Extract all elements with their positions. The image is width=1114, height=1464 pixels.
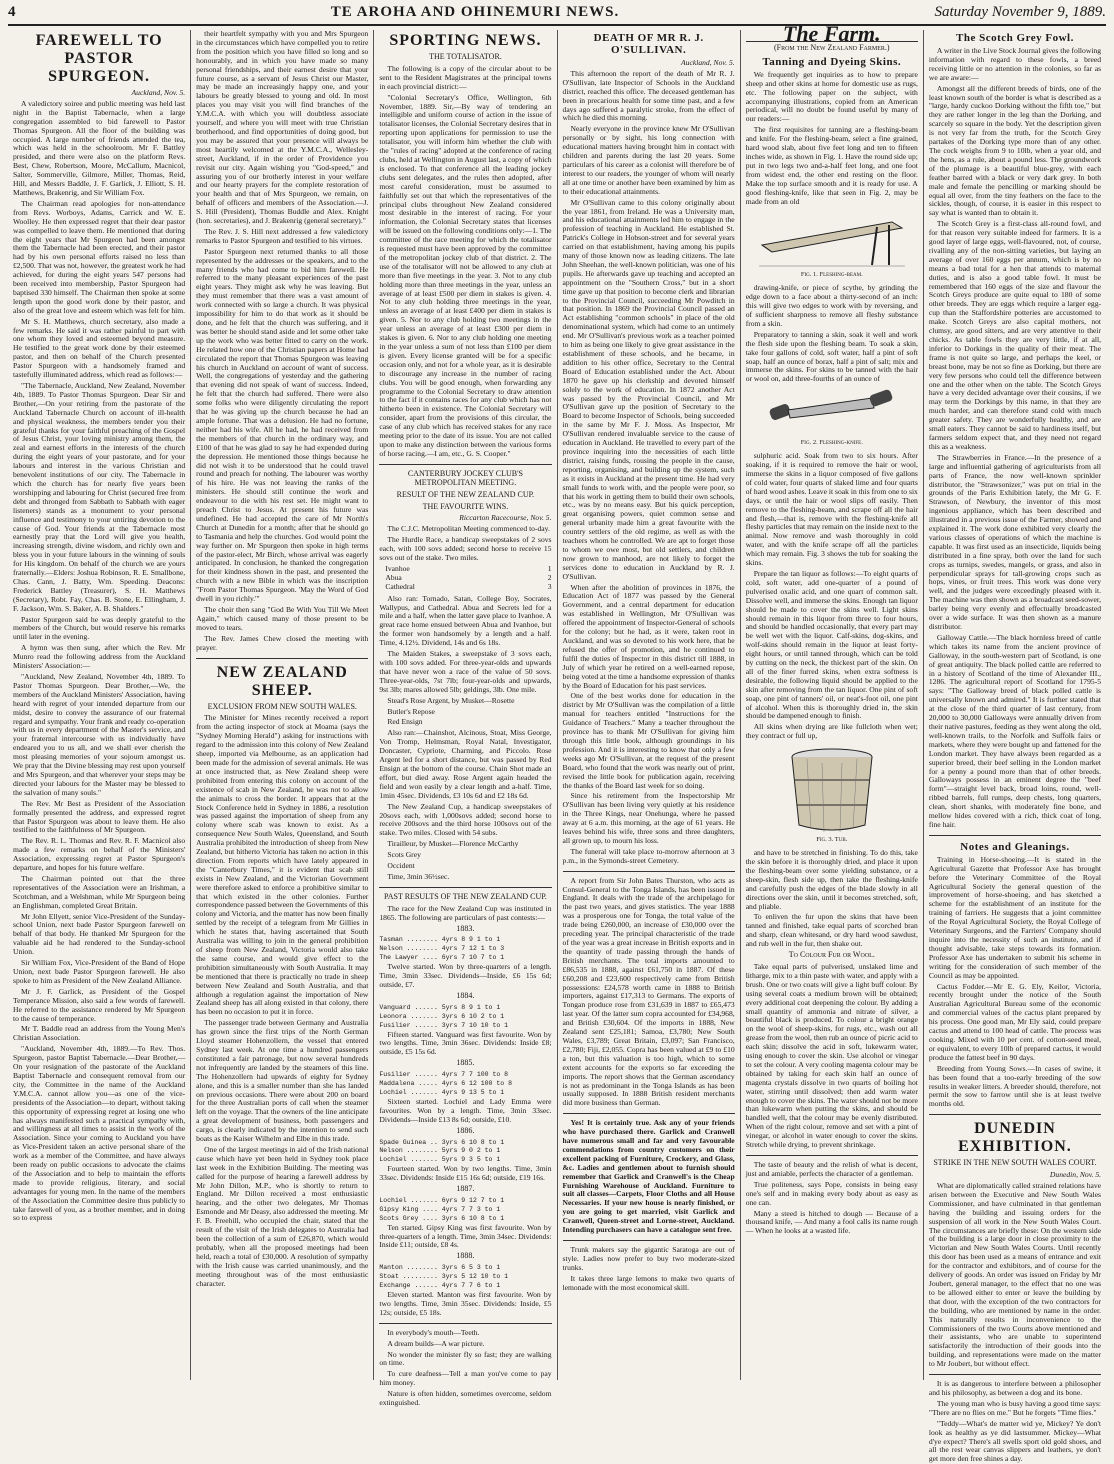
farm-title: The Farm. xyxy=(746,30,918,42)
farewell-dateline: Auckland, Nov. 5. xyxy=(131,88,186,97)
misc-para: Trunk makers say the gigantic Saratoga are out of style. Ladies now prefer to buy two moderate-sized trunks. xyxy=(562,1245,735,1272)
figure-fleshing-beam xyxy=(746,210,918,280)
scotch-grey-para: The Scotch Grey is a first-class all-round fowl, and for that reason very suitable indeed for farmers. It is a good layer of large eggs, well-flavoured, not, of course, rivalling any of the non-sitting varieties, but laying an average of over 160 eggs per annum, which is by no means a bad total for a hen that attends to maternal duties, and is also a good table fowl. It must be remembered that 160 eggs of the size and flavour the Scotch Greys produce are quite equal to 180 of some other breeds. They are eggs which require a larger egg-cup than the Staffordshire potteries are accustomed to make. Scotch Greys are also capital mothers, not clumsy, are good sitters, and are very attentive to their chicks. As table fowls they are very little, if at all, inferior to Dorkings in the quality of their meat. The frame is not quite so large, and perhaps the keel, or breast bone, may be not so fine as Dorking, but there are very few persons who could tell the difference between one and the other when on the table. The Scotch Greys have a very decided advantage over their cousins, if we may term the Dorkings by this name, in that they are much harder, and can therefore stand cold with much greater safety. They are wonderfully healthy, and are small eaters. They cannot be said to hardiness itself, but farmers seldom expect that, and they need not regard this as a weakness. xyxy=(928,219,1102,451)
cjc-subheading: RESULT OF THE NEW ZEALAND CUP. xyxy=(396,489,535,499)
cjc-para: The Maiden Stakes, a sweepstake of 3 sovs each, with 100 sovs added. For three-year-olds and upwards that have never won a race of the value of 50 sovs. Three-year-olds, 7st 7lb; four-year-olds and upwards, 9st 3lb; mares allowed 5lb; geldings, 3lb. One mile. xyxy=(379,649,552,694)
totalisator-heading: THE TOTALISATOR. xyxy=(429,52,502,61)
totalisator-para: The following is a copy of the circular about to be sent to the Resident Magistrates at the principal towns in each provincial district:— xyxy=(379,63,552,91)
tanning-para: To enliven the fur upon the skins that have been tanned and finished, take equal parts of scorched bran and sharp, clean whitesand, or dry hard wood sawdust, and rub well in the fur, then shake out. xyxy=(745,912,918,949)
cjc-subheading-2: THE FAVOURITE WINS. xyxy=(422,501,509,511)
misc-para: True politeness, says Pope, consists in being easy one's self and in making every body about as easy as one can. xyxy=(745,1179,918,1207)
closing-line: In everybody's mouth—Teeth. xyxy=(387,1327,480,1337)
newspaper-title: TE AROHA AND OHINEMURI NEWS. xyxy=(330,4,620,20)
figure-caption: Fig. 1. Fleshing-beam. xyxy=(800,271,863,279)
farewell-cont-para: Pastor Spurgeon next returned thanks to all those represented by the addresses or the speakers, and to the many friends who had come to bid him farewell. He referred to the many pleasant experiences of the past eight years. They might ask why he was leaving. But they must remember that there was a vast amount of work connected with so large a church. It was physical impossibility for him to do that work as it should be done, and he felt that the church was suffering, and it was better he should stand aside and let some other take up the work who was better fitted to carry on the work. He related how one of the Christian papers at Home had circulated the report that Thomas Spurgeon was leaving his church in Auckland on account of want of success. Well, the congregations of yesterday and the gathering that evening did not speak of want of success. Indeed, he felt that the church had suffered. There were also some folks who were diligently circulating the report that he was giving up the church because he had an ample fortune. That was a delusion. He had no fortune, neither had his wife. All he had, he had received from the members of that church in the ordinary way, and £100 of that he was glad to say he had expended during the depression. He mentioned those things because he did not wish it to be understood that he could travel round and preach for nothing. The labourer was worthy of his hire. He was not leaving the ranks of the ministers. He should still continue the work and endeavour to die with his rest set. He might want to preach Christ to Jesus. At present his future was undefined. He had accepted the care of Mr North's Church at Dunedin for a month; after that he should go to Tasmania and help the churches. God would point the way further on. Mr Spurgeon then spoke in high terms of the pastor-elect, Mr Birch, whose arrival was eagerly anticipated. In conclusion, he thanked the congregation for their kindness shown in the past, and presented the church with a new Bible in which was the inscription "From Pastor Thomas Spurgeon. 'May the Word of God dwell in you richly.'" xyxy=(196,246,369,604)
farewell-para: Pastor Spurgeon said he was deeply grateful to the members of the Church, but would reserve his remarks until later in the evening. xyxy=(13,614,186,642)
dunedin-dateline: Dunedin, Nov. 5. xyxy=(1049,1170,1102,1180)
farewell-para: Sir William Fox, Vice-President of the Band of Hope Union, next bade Pastor Spurgeon farewell. He also spoke to him as President of the New Zealand Alliance. xyxy=(13,958,186,985)
sheep-para: The passenger trade between Germany and Australia has grown since the first trips of the North German Lloyd steamer Hohenzollern, the vessel that entered Sydney last week. At one time a hundred passengers constituted a fair patronage, but now several hundreds not infrequently are landed by the steamers of this line. The Hohenzollern had upwards of eighty for Sydney alone, and this is a smaller number than she has landed on previous occasions. There were about 200 on board for the three Australian ports of call when the steamer left on the voyage. That the owners of the line anticipate a great development of business, both passengers and cargo, is clearly indicated by the intention to send such boats as the Kaiser Wilhelm and Elbe in this trade. xyxy=(196,1018,369,1144)
past-result-row: Exchange ...... 4yrs 7 7 6 to 1 xyxy=(379,1282,501,1290)
tanning-heading: Tanning and Dyeing Skins. xyxy=(762,55,902,68)
scotch-grey-para: The Strawberries in France.—In the presence of a large and influential gathering of agriculturists from all parts of France, the now well-known sprinkler distributor, the "Strawsonizer," was put on trial in the grounds of the Paris Exhibition lately, the Mr G. F. Strawson, of Newbury, the inventor of this most ingenious appliance, which has been described and illustrated in a previous issue of the Farmer, showed and explained it. The work done exhibited very clearly the various classes of operations of which the machine is capable. It was first used as an insecticide, liquids being distributed in a fine spray, both over the land for such crops as turnips, swedes, mangels, or grass, and also in perpendicular sprays for tall-growing crops such as hops, vines, or fruit trees. This work was done very well, and the judges were exceedingly pleased with it. The machine was then shown as a broadcast seed-sower, barley being very evenly and effectually broadcasted over a wide surface. It was then shown as a manure distributor. xyxy=(928,452,1102,631)
fleshing-beam-illustration xyxy=(757,210,907,270)
farewell-para: "Auckland, New Zealand, November 4th, 1889. To Pastor Thomas Spurgeon. Dear Brother,—We, the members of the Auckland Ministers' Association, having heard with regret of your intended departure from our midst, desire to convey the assurance of our fraternal regard and sympathy. Your frank and ready co-operation with us in every department of the Master's service, and your fraternal intercourse with us individually have endeared you to us all, and we shall ever cherish the most pleasing memories of your sojourn amongst us. We pray that the Divine blessing may rest upon yourself and Mrs Spurgeon, and that wherever your steps may be directed your labours for the Master may be blessed to the salvation of many souls." xyxy=(13,672,186,797)
scotch-grey-para: Galloway Cattle.—The black hornless breed of cattle which takes its name from the ancient province of Galloway, in the south-western part of Scotland, is one of great antiquity. The black polled cattle are referred to in a history of Scotland of the time of Alexander III., 1286. The agricultural report of Scotland for 1795-5 says: "The Galloway breed of black polled cattle is universally known and admired." It is further stated that at the close of the third quarter of last century, from 20,000 to 30,000 Galloways were annually driven from their native pastures, feeding as they went along the old, well-known trails, to the Norfolk and Suffolk fairs or markets, where they were bought up and fattened for the London market. They have always been regarded as a superior breed, their beef selling in the London market for a penny a pound more than that of other breeds. Galloways possess in an eminent degree the "beef form"—straight level back, broad loins, round, well-ribbed barrels, full rumps, deep chests, long quarters, clean, short shanks, with moderately fine bone, and mellow hides covered with a rich, thick coat of long, fine hair. xyxy=(928,632,1102,829)
result-row: Abua 2 xyxy=(385,572,552,582)
divider xyxy=(379,887,551,888)
tanning-para: Prepare the tan liquor as follows:—To eight quarts of cold, soft water, add one-quarter of a pound of pulverised oxalic acid, and one quart of common salt. Dissolve well, and immerse the skins. Enough tan liquor should be made to cover the skins well. Light skins should remain in this liquor from three to four hours, and should be handled occasionally, that every part may be well wet with the liquor. Calf-skins, dog-skins, and wolf-skins should remain in the liquor at least forty-eight hours, or until tanned through, which can be told by cutting on the neck, the thickest part of the skin. On all of the finer furred skins, when extra softness is desirable, the following liquid should be applied to the skin after removing from the tan liquor. One pint of soft soap, one pint of tanners' oil, or neat's-foot oil, one pint of alcohol. When this is thoroughly dried in, the skin should be dampened enough to finish. xyxy=(745,568,918,721)
cjc-para: Butler's Repose xyxy=(387,706,435,716)
closing-line: Nature is often hidden, sometimes overcome, seldom extinguished. xyxy=(379,1389,552,1408)
closing-line: A dream builds—A war picture. xyxy=(387,1338,485,1348)
past-result-row: Fusilier ...... 3yrs 7 10 10 to 1 xyxy=(379,1021,509,1029)
sheep-para: One of the largest meetings in aid of the Irish national cause which have yet been held in Sydney took place last week in the Exhibition Building. The meeting was called for the purpose of hearing a farewell address by Mr John Dillon, M.P., who is shortly to return to England. Mr Dillon received a most enthusiastic hearing, and the other two delegates, Mr Thomas Esmonde and Mr Deasy, also addressed the meeting. Mr F. B. Freehill, who occupied the chair, stated that the result of the visit of the Irish delegates to Australia had been the collection of a sum of £26,870, which would probably, when all the proposed meetings had been held, reach a total of £30,000. A resolution of sympathy with the Irish cause was carried unanimously, and the meeting throughout was of the most enthusiastic character. xyxy=(196,1144,369,1288)
scotch-grey-heading: The Scotch Grey Fowl. xyxy=(956,32,1074,44)
past-result-row: Lochiel ....... 6yrs 9 12 7 to 1 xyxy=(379,1196,505,1204)
figure-tub xyxy=(746,745,918,845)
past-result-note: Fifteen started. Vanguard was first favourite. Won by two lengths. Time, 3min 36sec. Dividends: Inside £8; outside, £5 15s 6d. xyxy=(379,1029,552,1057)
farewell-para: The Rev. R. L. Thomas and Rev. R. F. Macnicol also made a few remarks on behalf of the Ministers' Association, expressing regret at Pastor Spurgeon's departure, and hopes for his future welfare. xyxy=(13,836,186,873)
divider xyxy=(929,1114,1101,1115)
cjc-para: The Hurdle Race, a handicap sweepstakes of 2 sovs each, with 100 sovs added; second horse to receive 15 sovs out of the stake. Two miles. xyxy=(379,535,552,563)
cjc-dateline: Riccarton Racecourse, Nov. 5. xyxy=(459,513,552,523)
farewell-cont-para: their heartfelt sympathy with you and Mrs Spurgeon in the circumstances which have compelled you to retire from the position which you have filled so long and so honourably, and in which you have made so many personal friendships, and their earnest desire that your future course, as a servant of Jesus Christ our Master, may be made an increasingly happy one, and your labours be greatly blessed to young and old. In most places you may visit you will find branches of the Y.M.C.A. with which you will doubtless associate yourself, and where you will meet with true Christian brotherhood, and find opportunities of doing good, but you may be assured that your presence will always be most heartily welcomed at the Y.M.C.A., Wellesley-street, Auckland, if in the order of Providence you revisit our city. Again wishing you "God-speed," and assuring you of our brotherly interest in your welfare and our hearty prayers for the complete restoration of your health and that of Mrs Spurgeon, we remain, on behalf of officers and members of the Association.—J. S. Hill (President), Thomas Buddle and Alex. Knight (hon. secretaries), and J. Brakenrig (general secretary)." xyxy=(196,29,369,226)
past-results-list xyxy=(379,925,551,1318)
page-number: 4 xyxy=(8,4,16,20)
cjc-para: Stead's Rose Argent, by Musket—Rosette xyxy=(387,695,515,705)
issue-date: Saturday November 9, 1889. xyxy=(934,4,1106,20)
sporting-heading: SPORTING NEWS. xyxy=(389,32,542,49)
misc-para: The taste of beauty and the relish of what is decent, just and amiable, perfects the character of a gentleman. xyxy=(745,1160,918,1178)
closing-line: No wonder the minister fly so fast; they are walking on time. xyxy=(379,1349,552,1368)
past-result-row: Lochiel ....... 5yrs 9 3 5 to 1 xyxy=(379,1156,501,1164)
past-result-row: Vanguard ...... 5yrs 8 9 1 to 1 xyxy=(379,1003,501,1011)
past-year-label: 1888. xyxy=(456,1251,475,1261)
farm-source: (From the New Zealand Farmer.) xyxy=(773,42,890,52)
notes-para: Training in Horse-shoeing.—It is stated in the Agricultural Gazette that Professor Axe has brought before the Veterinary Committee of the Royal Agricultural Society the general question of the improvement of horse-shoeing, and has sketched a scheme for the establishment of an institute for the training of farriers. He suggests that a joint committee of the Royal Agricultural Society, the Royal College of Veterinary Surgeons, and the Farriers' Company should inquire into the necessity of such an institute, and if thought advisable, take steps towards its formation. Professor Axe has undertaken to submit his scheme in writing for the consideration of such member of the Council as may be appointed. xyxy=(928,854,1102,980)
misc-para: "Teddy—What's de matter wid ye, Mickey? Ye don't look as healthy as ye did lastsummer. Mickey—What d'ye expect? There's all swells sport old gold shoes, and all the rest wear canvas slippers and leathers, ye don't get more den free shines a day. xyxy=(928,1418,1102,1464)
past-result-row: Scots Grey .... 3yrs 6 10 8 to 1 xyxy=(379,1214,505,1222)
sheep-subheading: EXCLUSION FROM NEW SOUTH WALES. xyxy=(207,701,357,711)
death-heading: DEATH OF MR R. J. O'SULLIVAN. xyxy=(593,32,704,56)
past-result-row: Lochiel ....... 4yrs 9 13 5 to 1 xyxy=(379,1088,505,1096)
cjc-para: Also ran: Tornado, Satan, College Boy, Socrates, Wallypus, and Cathedral. Abua and Secrets led for a mile and a half, when the latter gave place to Ivanhoe. A great race home ensued between Abua and Ivanhoe, but the former won handsomely by a length and a half. Time, 4.12½. Dividend, 14s and 6s 18s. xyxy=(379,593,552,648)
death-para: When after the abolition of provinces in 1876, the Education Act of 1877 was passed by the General Government, and a central department for education was established in Wellington, Mr O'Sullivan was offered the appointment of Inspector-General of schools for the colony; but he had, as it were, taken root in Auckland, and was so devoted to his work here, that he refused the offer of promotion, and he continued to fulfil the duties of Inspector in this district till 1888, in July of which year he retired on a well-earned repose, being voted at the time a handsome expression of thanks by the Board of Education for his past services. xyxy=(562,582,735,690)
divider xyxy=(746,1155,918,1156)
farewell-cont-para: The Rev. J. S. Hill next addressed a few valedictory remarks to Pastor Spurgeon and testified to his virtues. xyxy=(196,226,369,245)
past-result-note: Fourteen started. Won by two lengths. Time, 3min 33sec. Dividends: Inside £15 16s 6d; outside, £19 16s. xyxy=(379,1164,552,1183)
dunedin-heading: DUNEDIN EXHIBITION. xyxy=(958,1120,1072,1156)
divider xyxy=(379,1323,551,1324)
masthead xyxy=(8,4,1106,26)
past-results-heading: PAST RESULTS OF THE NEW ZEALAND CUP. xyxy=(384,891,547,901)
past-result-note: Sixteen started. Lochiel and Lady Emma were favourites. Won by a length. Time, 3min 33sec. Dividends—Inside £13 8s 6d; outside, £10. xyxy=(379,1096,552,1124)
farewell-para: The Chairman read apologies for non-attendance from Revs. Worboys, Adams, Carrick and W. E. Woolley. He then expressed regret that their dear pastor was compelled to leave them. He mentioned that during the eight years that Mr Spurgeon had been amongst them the Tabernacle had been erected, and their pastor had by his own personal efforts raised no less than £2,500. That was not, however, the greatest work he had achieved, for during the eight years 547 persons had been received into membership, Pastor Spurgeon had baptised 330 himself. The Chairman then spoke at some length upon the good work done by their pastor, and also of the great love and esteem which was felt for him. xyxy=(13,198,186,315)
past-result-row: Fusilier ...... 4yrs 7 7 100 to 8 xyxy=(379,1071,509,1079)
cjc-para: Red Ensign xyxy=(387,717,423,727)
farewell-para: A hymn was then sung, after which the Rev. Mr Munro read the following address from the Auckland Ministers' Association:— xyxy=(13,643,186,671)
past-year-label: 1887. xyxy=(456,1184,475,1194)
past-year-label: 1884. xyxy=(456,990,475,1000)
past-result-row: Nelson ........ 5yrs 9 0 2 to 1 xyxy=(379,1147,501,1155)
past-result-row: Spade Guinea .. 3yrs 6 10 8 to 1 xyxy=(379,1138,505,1146)
cjc-para: The C.J.C. Metropolitan Meeting commenced to-day. xyxy=(387,524,550,534)
tanning-para: Take equal parts of pulverised, unslaked lime and litharge, mix to a thin paste with water, and apply with a brush. One or two coats will give a light buff colour. By using several coats a medium brown will be obtained; every additional coat deepening the colour. By adding a small quantity of ammonia and nitrate of silver, a beautiful black is produced. To colour a bright orange on the wool of sheep-skins, for rugs, etc., wash out all grease from the wool, then rub an ounce of picric acid to each skin; dissolve the acid in soft, lukewarm water, using enough to cover the skin. Use alcohol or vinegar to set the colour. A very cooling magenta colour may be obtained by taking for each skin half an ounce of magenta crystals dissolve in two quarts of boiling hot water, stirring until dissolved; then add warm water enough to cover the skins. The water should not be more than lukewarm when putting the skins, and should be handled well, that the colour may be evenly distributed. When of the right colour, remove and set with a pint of vinegar, or alcohol in water enough to cover the skins. Stretch while drying, to prevent shrinkage. xyxy=(745,961,918,1150)
totalisator-para: "Colonial Secretary's Office, Wellington, 6th November, 1889. Sir,—By way of tendering an intelligible and uniform course of action in the issue of totalisator licenses, the Colonial Secretary desires that in reporting upon applications for permission to use the totalisator, you will inform him whether the club with the "rules of racing" adopted at the conference of racing clubs, held at Wellington in August last, a copy of which is enclosed. To that conference all the leading jockey clubs sent delegates, and the rules then adopted, after most careful consideration, must be assumed to faithfully set out that which the representatives of the principal clubs throughout New Zealand considered most desirable in the interest of racing. For your information, the Colonial Secretary states that licenses will be issued on the following conditions only:—1. The committee of the race meeting for which the totalisator is requested must have been approved by the committee of the metropolitan jockey club of that district. 2. The use of the totalisator will not be allowed to any club at more than five meetings in the year. 3. Not to any club holding more than three meetings in the year, unless an average of at least £500 per diem in stakes is given. 4. Not to any club holding three meetings in the year, unless an average of at least £400 per diem in stakes is given. 5. Nor to any club holding two meetings in the year unless an average of at least £300 per diem in stakes is given. 6. Nor to any club holding one meeting in the year unless a sum of not less than £100 per diem is given. Every license granted will be for a specific occasion only, and not for a whole year, as it is desirable to discourage any increase in the number of racing clubs. You will be good enough, when forwarding any programme to the Colonial Secretary to draw attention to the fact if it contains races for any club which has not hitherto been in existence. The Colonial Secretary will consider, apart from the provisions of this circular, the case of any club which has received stakes for any race meeting prior to the date of its issue. You are not called upon to make any distinction between the various forms of horse racing.—I am, etc., G. S. Cooper." xyxy=(379,92,552,458)
past-result-note: Eleven started. Manton was first favourite. Won by two lengths. Time, 3min 35sec. Dividends: Inside, £5 12s; outside, £5 18s. xyxy=(379,1290,552,1317)
farewell-para: "Auckland, November 4th, 1889.—To Rev. Thos. Spurgeon, pastor Baptist Tabernacle.—Dear Brother,—On your resignation of the pastorate of the Auckland Baptist Tabernacle and consequent removal from our city, the Committee in the name of the Auckland Y.M.C.A. cannot allow you—as one of the vice-presidents of the Association—to depart, without taking this opportunity of expressing regret at losing one who has always manifested such a practical sympathy with, and willingness at all times to assist in the work of the Association. Since your coming to Auckland you have as Vice-President taken an active personal share of the work as a member of the Committee, and have always been ready on public occasions to advocate the claims of the Association and to help to maintain the efforts made to provide religious, literary, and social advantages for young men. In the name of the members of the Association the Committee desire thus publicly to take farewell of you, as a brother member, and in doing so to express xyxy=(13,1044,186,1223)
column-3 xyxy=(374,30,557,1408)
cjc-para: The New Zealand Cup, a handicap sweepstakes of 20sovs each, with 1,000sovs added; second horse to receive 200sovs and the third horse 100sovs out of the stake. Two miles. Closed with 54 subs. xyxy=(379,801,552,838)
past-result-row: Tasman ........ 4yrs 8 9 1 to 1 xyxy=(379,936,501,944)
divider xyxy=(196,658,368,659)
notes-para: Cactus Fodder.—Mr E. G. Ely, Keilor, Victoria, recently brought under the notice of the South Australian Agricultural Bureau some of the economic and commercial values of the cactus plant prepared by his process. One good man, Mr Ely said, could prepare cactus and attend to 100 head of cattle. The process was cooking. Mixed with 10 per cent. of cotton-seed meal, or equivalent, to every 10lb of prepared cactus, it would produce the fattest beef in 90 days. xyxy=(928,981,1102,1062)
farewell-para: "The Tabernacle, Auckland, New Zealand, November 4th, 1889. To Pastor Thomas Spurgeon. Dear Sir and Brother,—On your retiring from the pastorate of the Auckland Tabernacle Church on account of ill-health and physical weakness, the members tender you their grateful thanks for your faithful preaching of the Gospel of Jesus Christ, your loving ministry among them, the zeal and earnest efforts in the interests of the church during the eight years of your pastorate, and for your labours and interest in the various Christian and benevolent institutions of our city. The Tabernacle in which the church has for nearly five years been worshipping and labouring for Christ (secured free from debt and thronged from Sabbath to Sabbath with eager listeners) stands as a monument to your personal influence and testimony to your untiring devotion to the cause of God. Your friends at the Tabernacle most earnestly pray that the Lord will give you health, increasing strength, divine wisdom, and richly own and bless you in your future labours in the winning of souls for His kingdom. On behalf of the church we are yours fraternally.—Elders: Joshua Robinson, R. E. Smallbone, Chas. Cann, J. Batty, Wm. Speeding. Deacons: Frederick Battley (Treasurer), S. H. Matthews (Secretary), Robt. Fay, Chas. B. Stone, E. Ellingham, J. F. Jackson, Wm. S. Baker, A. B. Shalders." xyxy=(13,381,186,613)
death-para: The funeral will take place to-morrow afternoon at 3 p.m., in the Symonds-street Cemetery. xyxy=(562,846,735,865)
death-para: This afternoon the report of the death of Mr R. J. O'Sullivan, late Inspector of Schools in the Auckland district, reached this office. The deceased gentleman has been in precarious health for some time past, and a few days ago suffered a paralytic stroke, from the effect of which he died this morning. xyxy=(562,68,735,123)
past-result-row: Leonora ....... 3yrs 6 10 2 to 1 xyxy=(379,1012,505,1020)
advert-para: Yes! It is certainly true. Ask any of your friends who have purchased there. Garlick and Cranwell have numerous small and far and very favourable commendations from country customers on their excellent packing of Furniture, Crockery, and Glass, &c. Ladies and gentlemen about to furnish should remember that Garlick and Cranwell's is the Cheap Furnishing Warehouse of Auckland. Furniture to suit all classes—Carpets, Floor Cloths and all House Necessaries. If your new house is nearly finished, or you are going to get married, visit Garlick and Cranwell, Queen-street and Lorne-street, Auckland. Intending purchasers can have a catalogue sent free. xyxy=(562,1118,735,1235)
death-para: Since his retirement from the Inspectorship Mr O'Sullivan has been living very quietly at his residence in the Three Kings, near Onehunga, where he passed away at 6 a.m. this morning, at the age of 61 years. He leaves behind his wife, three sons and three daughters, all grown up, to mourn his loss. xyxy=(562,791,735,845)
divider xyxy=(379,464,551,465)
dunedin-para: What are diplomatically called strained relations have arisen between the Executive and New South Wales Commissioner, and have culminated in that gentleman having the building and issuing orders for the suspension of all work in the New South Wales Court. The circumstances are briefly these: On the western side of the building is a large door in close proximity to the Victorian and New South Wales Courts. Until recently this door has been used as a means of entrance and exit for the contractor and exhibitors, and of course for the delivery of goods. An order was issued on Friday by Mr Joubert, general manager, to the effect that no one was to be allowed either to enter or leave the building by that door, with the exception of the two contractors for the building, who are mentioned by name in the order. This naturally results in inconvenience to the Commissioners of the two Courts above mentioned and their assistants, who are unable to superintend satisfactorily the introduction of their goods into the building, and representations were made on the matter to Mr Joubert, but without effect. xyxy=(928,1181,1102,1369)
cjc-para: Time, 3min 36½sec. xyxy=(387,871,450,881)
past-year-label: 1883. xyxy=(456,923,475,933)
past-year-label: 1885. xyxy=(456,1058,475,1068)
tanning-para: drawing-knife, or piece of scythe, by grinding the edge down to a face about a thirty-second of an inch: this will give two edges to work with by reversing, and of sufficient sharpness to remove all fleshy substance from a skin. xyxy=(745,283,918,328)
past-result-row: Stoat ......... 3yrs 5 12 10 to 1 xyxy=(379,1273,509,1281)
hurdle-results xyxy=(385,565,551,592)
divider xyxy=(929,1374,1101,1375)
tanning-para: sulphuric acid. Soak from two to six hours. After soaking, if it is required to remove the hair or wool, immerse the skins in a liquor composed of five gallons of cold water, four quarts of slaked lime and four quarts of hard wood ashes. Leave it soak in this from one to six days, or until the hair or wool slips off easily. Then remove to the fleshing-beam, and scrape off all the hair and flesh,—that is, remove with the fleshing-knife all fleshy particles that may remain on the inside next to the animal. Now remove and wash thoroughly in cold water, and with the knife scrape off all the particles which may remain. Fig. 3 shows the tub for soaking the skins. xyxy=(745,451,918,568)
farewell-para: The Chairman pointed out that the three representatives of the Association were an Irishman, a Scotchman, and a Welshman, while Mr Spurgeon being an Englishman, completed Great Britain. xyxy=(13,873,186,910)
divider xyxy=(563,1113,735,1114)
fleshing-knife-illustration xyxy=(762,388,902,438)
notes-heading: Notes and Gleanings. xyxy=(960,840,1070,853)
sheep-para: The Minister for Mines recently received a report from the acting inspector of stock at Moama (says the "Sydney Morning Herald") asking for instructions with regard to the admission into this colony of New Zealand sheep, imported via Melbourne, as an application had been made for the admission of several animals. He was at once instructed that, as New Zealand sheep were prohibited from entering this colony on account of the existence of scab in New Zealand, he was not to allow the animals to cross the border. It appears that at the Stock Conference held in Sydney in 1886, a resolution was passed against the importation of sheep from any colony where scab was known to exist. As a consequence New South Wales, Queensland, and South Australia prohibited the introduction of sheep from New Zealand, but hitherto Victoria has taken no action in this direction. From reports which have lately appeared in the "Canterbury Times," it is evident that scab still exists in New Zealand, and the Victorian Government were therefore asked to enforce a prohibitive similar to that which existed in the other colonies. Further correspondence passed between the Governments of this colony and Victoria, and the matter has now been finally settled by the receipt of a telegram from Mr Gillies in which he states that, having ascertained that South Australia was willing to join in the general prohibition of sheep from New Zealand, Victoria would also take the same course, and would give effect to the prohibition simultaneously with South Australia. It may be mentioned that there is practically no trade in sheep between New Zealand and South Australia, and that although a regulation against the importation of New Zealand sheep has all along existed in that colony, there has been no occasion to put it in force. xyxy=(196,713,369,1017)
result-row: Ivanhoe 1 xyxy=(385,563,552,573)
past-result-row: Manton ........ 3yrs 6 5 3 to 1 xyxy=(379,1264,501,1272)
column-2 xyxy=(191,30,374,1380)
past-result-note: Twelve started. Won by three-quarters of a length. Time, 3min 33sec. Dividends—Inside, £6 15s 6d; outside, £7. xyxy=(379,962,552,989)
past-year-label: 1886. xyxy=(456,1125,475,1135)
result-row: Cathedral 3 xyxy=(385,581,552,591)
farewell-para: Mr J. F. Garlick, as President of the Gospel Temperance Mission, also said a few words of farewell. He referred to the assistance rendered by Mr Spurgeon to the cause of temperance. xyxy=(13,986,186,1023)
colour-fur-heading: To Colour Fur or Wool. xyxy=(788,950,875,960)
farewell-para: The Rev. Mr Best as President of the Association formally presented the address, and expressed regret that Pastor Spurgeon was about to leave them. He also testified to the faithfulness of Mr Spurgeon. xyxy=(13,798,186,835)
cjc-para: Scots Grey xyxy=(387,850,421,860)
cjc-para: Occident xyxy=(387,861,415,871)
misc-para: Many a steed is hitched to dough — Because of a thousand knife, — And many a fool calls its name rough — When he looks at a wasted life. xyxy=(745,1208,918,1236)
past-result-row: The Lawyer .... 6yrs 7 10 7 to 1 xyxy=(379,954,505,962)
farewell-para: Mr John Ellyett, senior Vice-President of the Sunday-school Union, next bade Pastor Spurgeon farewell on behalf of that body. He thanked Mr Spurgeon for the valuable aid he had rendered to the Sunday-school Union. xyxy=(13,911,186,957)
misc-para: The young man who is busy having a good time says: "There are no flies on me." But he forgets "Time flies." xyxy=(928,1398,1102,1417)
tanning-para: We frequently get inquiries as to how to prepare sheep and other skins at home for domestic use as rugs, etc. The following paper on the subject, with accompanying illustrations, copied from an American periodical, will no doubt be found useful by many of our readers:— xyxy=(745,69,918,124)
scotch-grey-para: Amongst all the different breeds of birds, one of the least known south of the border is what is described as a "large, hardy cuckoo Dorking without the fifth toe," but they are rather longer in the leg than the Dorking, and scarcely so square in the body. Yet the description given is not very far from the truth, for the Scotch Grey partakes of the Dorking type more than of any other. The cock weighs from 9 to 10lb, when a year old, and the hens, as a rule, about a pound less. The groundwork of the plumage is a beautiful blue-grey, with each feather barred with a black or very dark grey. In both male and female the pencilling or marking should be equal all over, from the tiny feathers on the face to the sickles, though, of course, it is easier in this respect to say what is wanted than to obtain it. xyxy=(928,83,1102,218)
farewell-para: A valedictory soiree and public meeting was held last night in the Baptist Tabernacle, when a large congregation assembled to bid farewell to Pastor Thomas Spurgeon. All the floor of the building was occupied. A large number of friends attended the tea, which was held in the schoolroom. Mr F. Battley presided, and there were also on the platform Revs. Best, Chew, Robertson, Moore, McCallum, Macnicol, Salter, Sommerville, Gilmore, Miller, Thomas, Reid, Hill, and Messrs Baddle, J. F. Garlick, J. Elliott, S. H. Matthews, Brakenrig, and Sir William Fox. xyxy=(13,98,186,197)
misc-para: It takes three large lemons to make two quarts of lemonade with the most economical skill. xyxy=(562,1273,735,1292)
misc-para: It is as dangerous to interfere between a philosopher and his philosophy, as between a dog and its bone. xyxy=(928,1379,1102,1397)
death-dateline: Auckland, Nov. 5. xyxy=(681,58,735,67)
divider xyxy=(563,1240,735,1241)
tub-illustration xyxy=(777,745,887,835)
figure-caption: Fig. 3. Tub. xyxy=(816,836,848,844)
farewell-heading: FAREWELL TO PASTOR SPURGEON. xyxy=(35,32,163,85)
death-para: Mr O'Sullivan came to this colony originally about the year 1861, from Ireland. He was a University man, and his educational attainments led him to engage in the profession of teaching in Auckland. He established St. Patrick's College in Hobson-street and for several years carried on that establishment, having among his pupils many of those known now as leading citizens. The late John Sheehan, the well-known politician, was one of his pupils. He afterwards gave up teaching and accepted an appointment on the "Southern Cross," but in a short time gave up that position to become clerk and librarian to the Provincial Council, succeeding Mr Powditch in that position. In 1869 the Provincial Council passed an Act establishing "common schools" in place of the old denominational system, which had come to an untimely end. Mr O'Sullivan's previous work as a teacher pointed to him as being one likely to give great assistance in the establishment of these schools, and he became, in addition to his other office, Secretary to the Central Board of Education established under the Act. About 1870 he gave up his clerkship and devoted himself solely to the work of education. In 1872 another Act was passed by the Provincial Council, and Mr O'Sullivan gave up the position of Secretary to the Board to become Inspector of Schools, being succeeded in the same by Mr F. J. Moss. As Inspector, Mr O'Sullivan rendered invaluable service to the cause of education in Auckland. He travelled to every part of the province inquiring into the necessities of each little district, raising funds, rousing the people in the cause, reporting, organising, and building up the system, such as it exists in Auckland at the present time. He had very small funds to work with, and the people were poor, so that his work in getting them to build their own schools, etc., was by no means easy. But his quick perception, great organising powers, quiet common sense and general urbanity made him a great favourite with the country settlers of the old regime, as well as with the teachers whom he controlled. We are apt to forget those to whom we owe most, but old settlers, and children now grown to manhood, are not likely to forget the services done to education in Auckland by R. J. O'Sullivan. xyxy=(562,197,735,581)
farewell-cont-para: The choir then sang "God Be With You Till We Meet Again," which caused many of those present to be moved to tears. xyxy=(196,605,369,632)
past-result-row: Gipsy King .... 4yrs 7 7 3 to 1 xyxy=(379,1205,501,1213)
notes-para: Breeding from Young Sows.—In cases of swine, it has been found that a too-early breeding of the sow results in weaker litters. A breeder should, therefore, not permit the sow to farrow until she is at least twelve months old. xyxy=(928,1063,1102,1109)
tanning-para: Preparatory to tanning a skin, soak it well and work the flesh side upon the fleshing beam. To soak a skin, take four gallons of cold, soft water, half a pint of soft soap, half an ounce of borax, half a pint of salt; mix and immerse the skins. For skins to be tanned with the hair or wool on, add three-fourths of an ounce of xyxy=(745,329,918,384)
past-result-row: Maddalena ..... 4yrs 6 12 100 to 8 xyxy=(379,1080,512,1088)
tanning-para: The first requisites for tanning are a fleshing-beam and knife. For the fleshing-beam, select a fine grained, hard wood slab, about five feet long and ten to fifteen inches wide, as shown in Fig. 1. Have the round side up; put in two legs two and-a-half feet long, and one foot from widest end, the other end resting on the floor. Make the top surface smooth and it is ready for use. A good fleshing-knife, like that seen in Fig. 2, may be made from an old xyxy=(745,125,918,206)
past-result-note: Ten started. Gipsy King was first favourite. Won by three-quarters of a length. Time, 3min 34sec. Dividends: Inside £11; outside, £8 4s. xyxy=(379,1222,552,1250)
sheep-heading: NEW ZEALAND SHEEP. xyxy=(216,663,348,699)
closing-line: To cure deafness—Tell a man you've come to pay him money. xyxy=(379,1369,552,1388)
column-4 xyxy=(558,30,741,1380)
figure-caption: Fig. 2. Fleshing-knife. xyxy=(800,439,863,447)
dunedin-subheading: STRIKE IN THE NEW SOUTH WALES COURT. xyxy=(933,1158,1097,1168)
figure-fleshing-knife xyxy=(746,388,918,448)
past-results-intro: The race for the New Zealand Cup was instituted in 1865. The following are particulars of past contests:— xyxy=(379,903,552,922)
divider xyxy=(929,835,1101,836)
cjc-heading: CANTERBURY JOCKEY CLUB'S METROPOLITAN MEETING. xyxy=(407,468,523,487)
column-6 xyxy=(924,30,1106,1464)
tonga-para: A report from Sir John Bates Thurston, who acts as Consul-General to the Tonga Islands, has been issued in England. It deals with the trade of the archipelago for the past two years, and gives statistics. The year 1888 was a prosperous one for Tonga, the total value of the trade being £260,000, an increase of £30,000 over the preceding year. The principal characteristic of the trade of the year was a great increase in British exports and in the quantity of trade passing through the hands of British merchants. The total imports amounted to £86,535 in 1888, against £61,750 in 1887. Of these £60,208 and £23,600 respectively came from British possessions: £24,578 worth came in 1888 to British importers, against £17,313 to Germans. The exports of Tongan produce rose from £31,639 in 1887 to £65,473 last year. Of the latter sum copra accounted for £34,968, and British £30,604. Of the imports in 1888, New Zealand sent £25,181; Samoa, £3,780; New South Wales, £3,789; Great Britain, £3,097; San Francisco, £2,780; Fiji, £2,055. Copra has been valued at £9 to £10 a ton, but this valuation is too high, which to some extent accounts for the exports so far exceeding the imports. The report shows that the German ascendancy is not as predominant in the Tonga Islands as has been usually supposed. In 1888 British resident merchants did more business than German. xyxy=(562,875,735,1108)
farewell-para: Mr T. Baddle read an address from the Young Men's Christian Association. xyxy=(13,1024,186,1043)
past-result-row: Nelson ........ 4yrs 7 12 1 to 3 xyxy=(379,945,505,953)
farewell-cont-para: The Rev. James Chew closed the meeting with prayer. xyxy=(196,633,369,652)
death-para: One of the best works done for education in the district by Mr O'Sullivan was the compilation of a little manual for teachers entitled "Instructions for the Guidance of Teachers." Many a teacher throughout the province has to thank Mr O'Sullivan for giving him through this little book, although groundings in his profession. And it is interesting to know that only a few weeks ago Mr O'Sullivan, at the request of the present Board, who found that the work was nearly out of print, revised the little book for publication again, receiving the thanks of the Board last week for so doing. xyxy=(562,691,735,790)
column-1 xyxy=(8,30,191,1380)
tanning-para: and have to be stretched in finishing. To do this, take the skin before it is thoroughly dried, and place it upon the fleshing-beam over some yielding substance, or a sheep-skin, flesh side up, then take the fleshing-knife and carefully push the edges of the blade slowly in all directions over the skin, until it becomes stretched, soft, and pliable. xyxy=(745,848,918,911)
cjc-para: Tirailleur, by Musket—Florence McCarthy xyxy=(387,839,519,849)
scotch-grey-para: A writer in the Live Stock Journal gives the following information with regard to these fowls, a breed receiving little or no attention in the colonies, so far as we are aware:— xyxy=(928,46,1102,82)
column-5 xyxy=(741,21,924,1380)
tanning-para: All skins when drying are like fullcloth when wet; they contract or full up, xyxy=(745,722,918,741)
divider xyxy=(563,871,735,872)
death-para: Nearly everyone in the province knew Mr O'Sullivan personally or by sight, his long connection with educational matters having brought him in contact with children and parents during the last 20 years. Some particulars of his career as a colonist will therefore be of interest to our readers, the younger of whom will nearly all at one time or another have been examined by him as to their educational attainments. xyxy=(562,124,735,196)
farewell-para: Mr S. H. Matthews, church secretary, also made a few remarks. He said it was rather painful to part with one whom they loved and esteemed beyond measure. He testified to the great work done by their esteemed pastor, and then on behalf of the Church presented Pastor Spurgeon with a handsomely framed and tastefully illuminated address, which read as follows:— xyxy=(13,316,186,380)
cjc-para: Also ran:—Chainshot, Alcinous, Stoat, Miss George, Von Tromp, Helmsman, Royal Natal, Investigator, Doncaster, Cypriote, Charming, and Piccolo. Rose Argent led for a short distance, but was passed by Red Ensign at the bottom of the course. Chain Shot made an effort, but died away. Rose Argent again headed the field and won easily by a clear length and a-half. Time, 1min 45sec. Dividends, £3 10s 6d and £2 18s 6d. xyxy=(379,728,552,800)
